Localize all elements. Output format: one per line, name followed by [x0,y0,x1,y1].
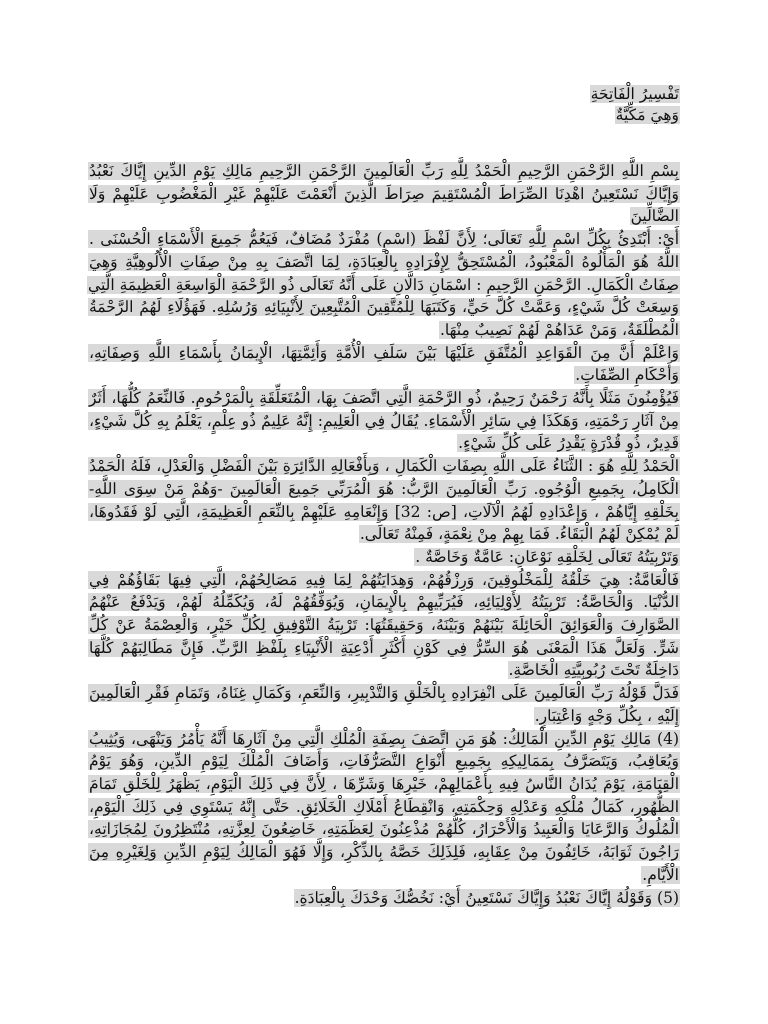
document-header [88,84,680,126]
paragraph-tarbiya: وَتَرْبِيَتُهُ تَعَالَى لِخَلْقِهِ نَوْعَانِ: عَامَّةٌ وَخَاصَّةٌ . [415,547,679,566]
paragraph-rules: وَاعْلَمْ أَنَّ مِنَ الْقَوَاعِدِ الْمُتَّفَقِ عَلَيْهَا بَيْنَ سَلَفِ الْأُمَّةِ وَأَئِمَّتِهَا، الْإِيمَانُ بِأَسْمَاءِ اللَّهِ وَصِفَاتِهِ، وَأَحْكَامِ الصِّفَاتِ. [89,343,679,385]
document-subtitle: وَهِيَ مَكِّيَّةٌ [615,106,679,124]
paragraph-names: أَيْ: أَبْتَدِئُ بِكُلِّ اسْمٍ لِلَّهِ تَعَالَى؛ لِأَنَّ لَفْظَ (اسْمٍ) مُفْرَدٌ مُضَافٌ، فَيَعُمُّ جَمِيعَ الْأَسْمَاءِ الْحُسْنَى . اللَّهُ هُوَ الْمَأْلُوهُ الْمَعْبُودُ، الْمُسْتَحِقُّ لِإِفْرَادِهِ بِالْعِبَادَةِ، لِمَا اتَّصَفَ بِهِ مِنْ صِفَاتِ الْأُلُوهِيَّةِ وَهِيَ صِفَاتُ الْكَمَالِ. الرَّحْمَنِ الرَّحِيمِ : اسْمَانِ دَالَّانِ عَلَى أَنَّهُ تَعَالَى ذُو الرَّحْمَةِ الْوَاسِعَةِ الْعَظِيمَةِ الَّتِي وَسِعَتْ كُلَّ شَيْءٍ، وَعَمَّتْ كُلَّ حَيٍّ، وَكَتَبَهَا لِلْمُتَّقِينَ الْمُتَّبِعِينَ لِأَنْبِيَائِهِ وَرُسُلِهِ. فَهَؤُلَاءِ لَهُمُ الرَّحْمَةُ الْمُطْلَقَةُ، وَمَنْ عَدَاهُمْ لَهُمْ نَصِيبٌ مِنْهَا. [88,230,679,339]
paragraph-malik: (4) مَالِكِ يَوْمِ الدِّينِ الْمَالِكُ: هُوَ مَنِ اتَّصَفَ بِصِفَةِ الْمُلْكِ الَّتِي مِنْ آثَارِهَا أَنَّهُ يَأْمُرُ وَيَنْهَى، وَيُثِيبُ وَيُعَاقِبُ، وَيَتَصَرَّفُ بِمَمَالِيكِهِ بِجَمِيعِ أَنْوَاعِ التَّصَرُّفَاتِ، وَأَضَافَ الْمُلْكَ لِيَوْمِ الدِّينِ، وَهُوَ يَوْمُ الْقِيَامَةِ، يَوْمَ يُدَانُ النَّاسُ فِيهِ بِأَعْمَالِهِمْ، خَيْرِهَا وَشَرِّهَا ، لِأَنَّ فِي ذَلِكَ الْيَوْمِ، يَظْهَرُ لِلْخَلْقِ تَمَامَ الظُّهُورِ، كَمَالُ مُلْكِهِ وَعَدْلِهِ وَحِكْمَتِهِ، وَانْقِطَاعُ أَمْلَاكِ الْخَلَائِقِ. حَتَّى إِنَّهُ يَسْتَوِي فِي ذَلِكَ الْيَوْمِ، الْمُلُوكُ وَالرَّعَايَا وَالْعَبِيدُ وَالْأَحْرَارُ، كُلُّهُمْ مُذْعِنُونَ لِعَظَمَتِهِ، خَاضِعُونَ لِعِزَّتِهِ، مُنْتَظِرُونَ لِمُجَازَاتِهِ، رَاجُونَ ثَوَابَهُ، خَائِفُونَ مِنْ عِقَابِهِ، فَلِذَلِكَ خَصَّهُ بِالذِّكْرِ، وَإِلَّا فَهُوَ الْمَالِكُ لِيَوْمِ الدِّينِ وَلِغَيْرِهِ مِنَ الْأَيَّامِ. [89,729,679,884]
paragraph-general-special: فَالْعَامَّةُ: هِيَ خَلْقُهُ لِلْمَخْلُوقِينَ، وَرِزْقُهُمْ، وَهِدَايَتُهُمْ لِمَا فِيهِ مَصَالِحُهُمْ، الَّتِي فِيهَا بَقَاؤُهُمْ فِي الدُّنْيَا. وَالْخَاصَّةُ: تَرْبِيَتُهُ لِأَوْلِيَائِهِ، فَيُرَبِّيهِمْ بِالْإِيمَانِ، وَيُوَفِّقُهُمْ لَهُ، وَيُكَمِّلُهُ لَهُمْ، وَيَدْفَعُ عَنْهُمُ الصَّوَارِفَ وَالْعَوَائِقَ الْحَائِلَةَ بَيْنَهُمْ وَبَيْنَهُ، وَحَقِيقَتُهَا: تَرْبِيَةُ التَّوْفِيقِ لِكُلِّ خَيْرٍ، وَالْعِصْمَةُ عَنْ كُلِّ شَرٍّ. وَلَعَلَّ هَذَا الْمَعْنَى هُوَ السِّرُّ فِي كَوْنِ أَكْثَرِ أَدْعِيَةِ الْأَنْبِيَاءِ بِلَفْظِ الرَّبِّ. فَإِنَّ مَطَالِبَهُمْ كُلَّهَا دَاخِلَةٌ تَحْتَ رُبُوبِيَّتِهِ الْخَاصَّةِ. [89,570,679,680]
paragraph-rabb: فَدَلَّ قَوْلُهُ رَبِّ الْعَالَمِينَ عَلَى انْفِرَادِهِ بِالْخَلْقِ وَالتَّدْبِيرِ، وَالنِّعَمِ، وَكَمَالِ غِنَاهُ، وَتَمَامِ فَقْرِ الْعَالَمِينَ إِلَيْهِ ، بِكُلِّ وَجْهٍ وَاعْتِبَارٍ. [89,684,679,725]
paragraph-belief: فَيُؤْمِنُونَ مَثَلًا بِأَنَّهُ رَحْمَنٌ رَحِيمٌ، ذُو الرَّحْمَةِ الَّتِي اتَّصَفَ بِهَا، الْمُتَعَلِّقَةِ بِالْمَرْحُومِ. فَالنِّعَمُ كُلُّهَا، أَثَرٌ مِنْ آثَارِ رَحْمَتِهِ، وَهَكَذَا فِي سَائِرِ الْأَسْمَاءِ. يُقَالُ فِي الْعَلِيمِ: إِنَّهُ عَلِيمٌ ذُو عِلْمٍ، يَعْلَمُ بِهِ كُلَّ شَيْءٍ، قَدِيرٌ، ذُو قُدْرَةٍ يَقْدِرُ عَلَى كُلِّ شَيْءٍ. [89,389,679,453]
paragraph-alhamd: الْحَمْدُ لِلَّهِ هُوَ : الثَّنَاءُ عَلَى اللَّهِ بِصِفَاتِ الْكَمَالِ ، وَبِأَفْعَالِهِ الدَّائِرَةِ بَيْنَ الْفَضْلِ وَالْعَدْلِ، فَلَهُ الْحَمْدُ الْكَامِلُ، بِجَمِيعِ الْوُجُوهِ. رَبِّ الْعَالَمِينَ الرَّبُّ: هُوَ الْمُرَبِّي جَمِيعَ الْعَالَمِينَ -وَهُمْ مَنْ سِوَى اللَّهِ- بِخَلْقِهِ إِيَّاهُمْ ، وَإِعْدَادِهِ لَهُمُ الْآلَاتِ، [ص: 32] وَإِنْعَامِهِ عَلَيْهِمْ بِالنِّعَمِ الْعَظِيمَةِ، الَّتِي لَوْ فَقَدُوهَا، لَمْ يُمْكِنْ لَهُمُ الْبَقَاءُ. فَمَا بِهِمْ مِنْ نِعْمَةٍ، فَمِنْهُ تَعَالَى. [89,457,679,544]
document-page [88,84,680,909]
paragraph-basmala: بِسْمِ اللَّهِ الرَّحْمَنِ الرَّحِيمِ الْحَمْدُ لِلَّهِ رَبِّ الْعَالَمِينَ الرَّحْمَنِ الرَّحِيمِ مَالِكِ يَوْمِ الدِّينِ إِيَّاكَ نَعْبُدُ وَإِيَّاكَ نَسْتَعِينُ اهْدِنَا الصِّرَاطَ الْمُسْتَقِيمَ صِرَاطَ الَّذِينَ أَنْعَمْتَ عَلَيْهِمْ غَيْرِ الْمَغْضُوبِ عَلَيْهِمْ وَلَا الضَّالِّينَ [89,162,679,226]
paragraph-iyyaka: (5) وَقَوْلُهُ إِيَّاكَ نَعْبُدُ وَإِيَّاكَ نَسْتَعِينُ أَيْ: نَخُصُّكَ وَحْدَكَ بِالْعِبَادَةِ. [294,888,679,907]
document-title: تَفْسِيرُ الْفَاتِحَةِ [590,85,679,103]
